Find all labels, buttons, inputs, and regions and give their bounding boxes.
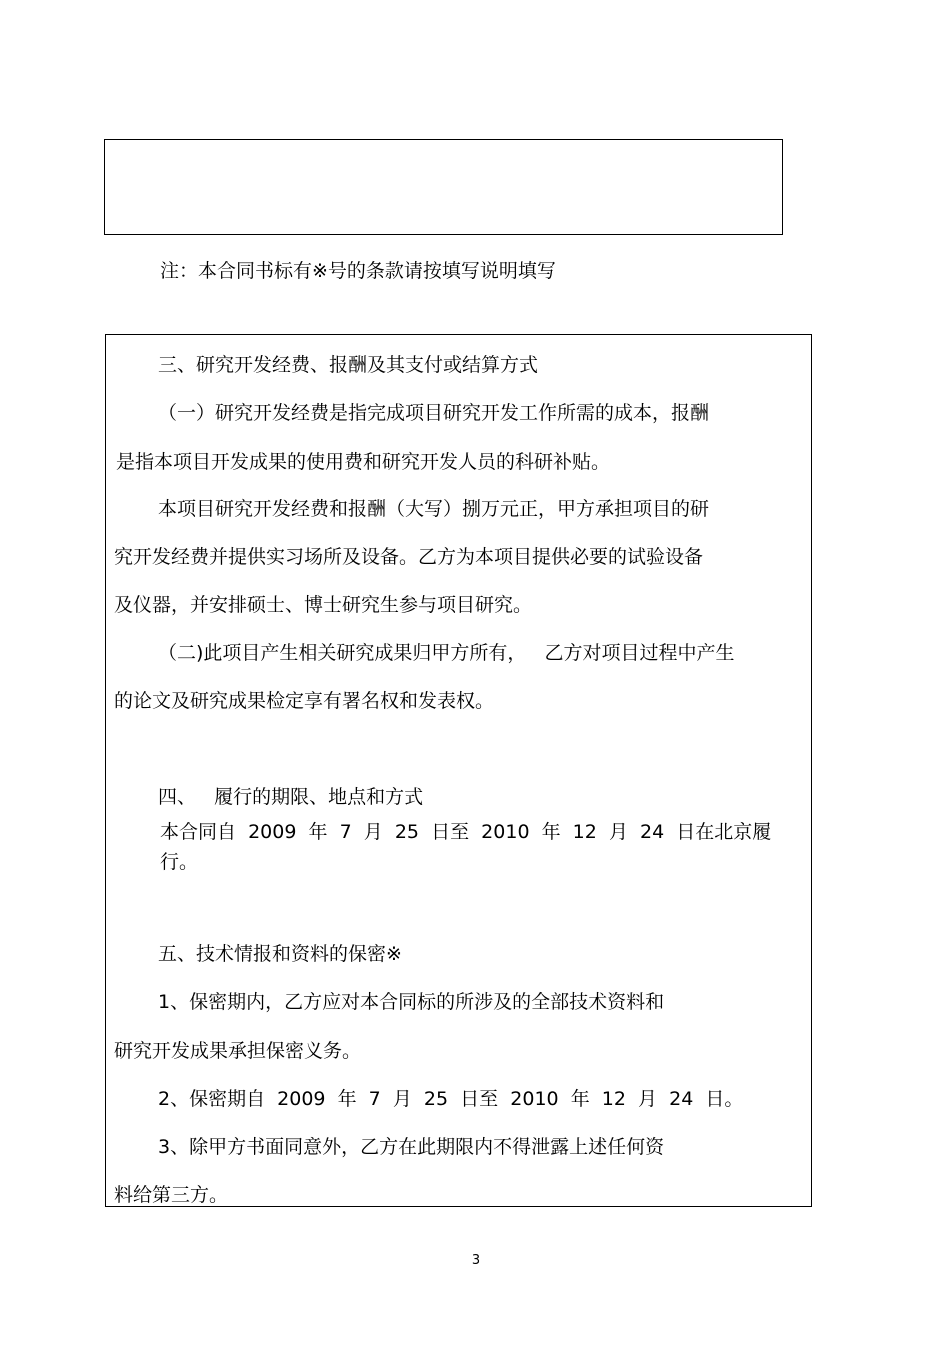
section3-paragraph2-line2: 究开发经费并提供实习场所及设备。乙方为本项目提供必要的试验设备: [114, 546, 704, 568]
section3-paragraph1-line1: （一）研究开发经费是指完成项目研究开发工作所需的成本，报酬: [158, 402, 710, 424]
section4-heading: 四、 履行的期限、地点和方式: [158, 786, 424, 808]
section5-item1-line1: 1、保密期内，乙方应对本合同标的所涉及的全部技术资料和: [158, 991, 665, 1013]
section3-paragraph1-line2: 是指本项目开发成果的使用费和研究开发人员的科研补贴。: [116, 451, 611, 473]
section5-item2: 2、保密期自 2009 年 7 月 25 日至 2010 年 12 月 24 日。: [158, 1088, 744, 1110]
section5-heading: 五、技术情报和资料的保密※: [158, 943, 402, 965]
section5-item3-line1: 3、除甲方书面同意外，乙方在此期限内不得泄露上述任何资: [158, 1136, 665, 1158]
section3-heading: 三、研究开发经费、报酬及其支付或结算方式: [158, 354, 539, 376]
section5-item3-line2: 料给第三方。: [114, 1184, 229, 1206]
page-number: 3: [471, 1253, 481, 1268]
fill-instruction-note: 注：本合同书标有※号的条款请按填写说明填写: [160, 260, 556, 282]
section3-paragraph2-line3: 及仪器，并安排硕士、博士研究生参与项目研究。: [114, 594, 533, 616]
section3-paragraph3-line2: 的论文及研究成果检定享有署名权和发表权。: [114, 690, 495, 712]
section5-item1-line2: 研究开发成果承担保密义务。: [114, 1040, 362, 1062]
section3-paragraph2-line1: 本项目研究开发经费和报酬（大写）捌万元正，甲方承担项目的研: [158, 498, 710, 520]
empty-table-cell: [104, 139, 783, 235]
section4-term-line2: 行。: [160, 851, 199, 873]
section4-term-line1: 本合同自 2009 年 7 月 25 日至 2010 年 12 月 24 日在北京履: [160, 821, 772, 843]
section3-paragraph3-line1: （二)此项目产生相关研究成果归甲方所有， 乙方对项目过程中产生: [158, 642, 735, 664]
